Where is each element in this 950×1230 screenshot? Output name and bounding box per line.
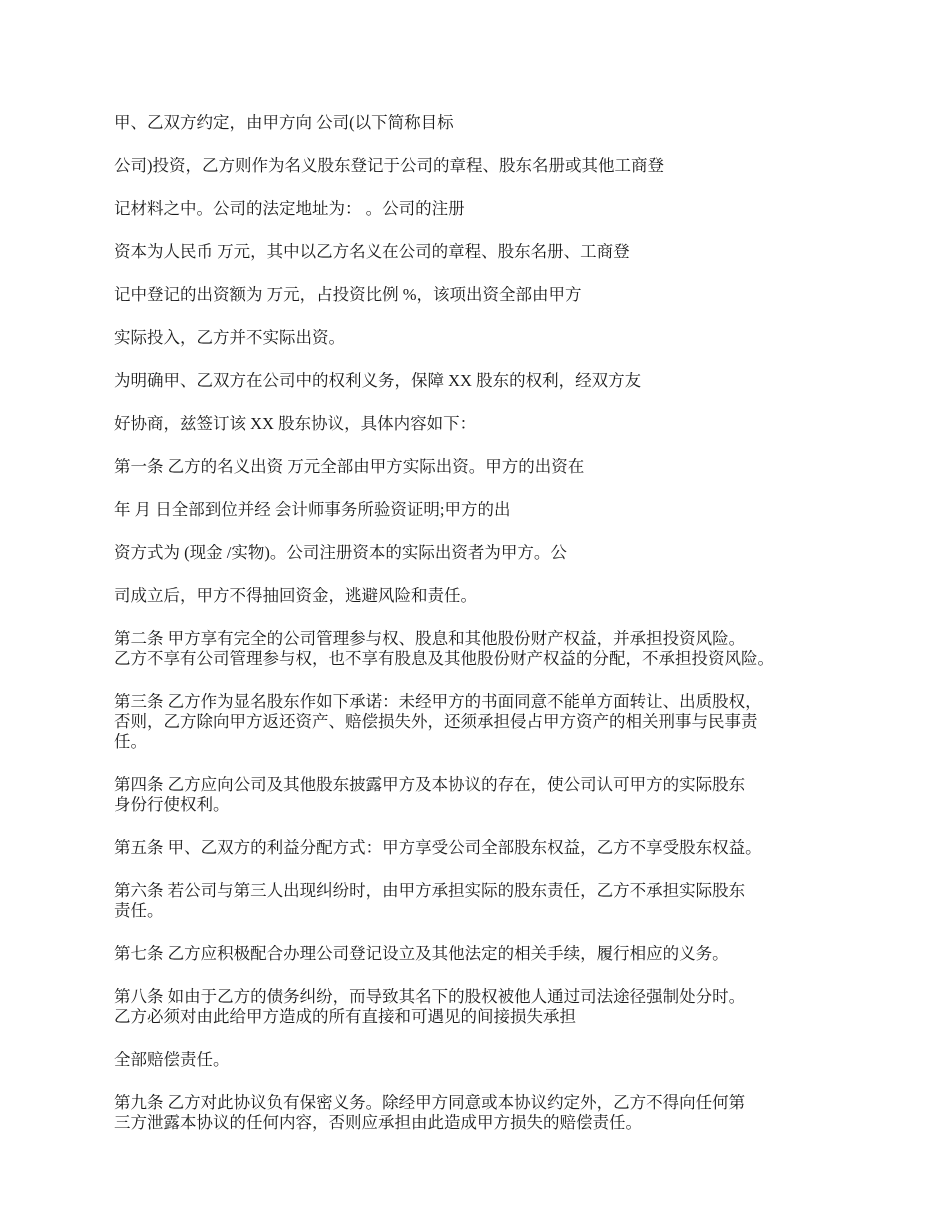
paragraph: 公司)投资，乙方则作为名义股东登记于公司的章程、股东名册或其他工商登 [114, 156, 664, 175]
article-6-line: 第六条 若公司与第三人出现纠纷时，由甲方承担实际的股东责任，乙方不承担实际股东 [114, 881, 746, 900]
paragraph: 记中登记的出资额为 万元，占投资比例 %，该项出资全部由甲方 [114, 285, 582, 304]
paragraph: 为明确甲、乙双方在公司中的权利义务，保障 XX 股东的权利，经双方友 [114, 371, 642, 390]
article-2 [114, 629, 874, 669]
paragraph: 第一条 乙方的名义出资 万元全部由甲方实际出资。甲方的出资在 [114, 457, 585, 476]
document-body [114, 113, 874, 1156]
article-3 [114, 692, 874, 752]
article-2-line: 第二条 甲方享有完全的公司管理参与权、股息和其他股份财产权益，并承担投资风险。 [114, 629, 746, 648]
paragraph: 记材料之中。公司的法定地址为： 。公司的注册 [114, 199, 465, 218]
article-6-line: 责任。 [114, 901, 164, 920]
paragraph: 资本为人民币 万元，其中以乙方名义在公司的章程、股东名册、工商登 [114, 242, 630, 261]
article-9 [114, 1093, 874, 1133]
article-4 [114, 775, 874, 815]
paragraph: 司成立后，甲方不得抽回资金，逃避风险和责任。 [114, 586, 477, 605]
paragraph: 好协商，兹签订该 XX 股东协议，具体内容如下： [114, 414, 477, 433]
article-8-line: 乙方必须对由此给甲方造成的所有直接和可遇见的间接损失承担 [114, 1007, 576, 1026]
article-6 [114, 881, 874, 921]
article-3-line: 第三条 乙方作为显名股东作如下承诺：未经甲方的书面同意不能单方面转让、出质股权， [114, 692, 762, 711]
paragraph: 资方式为 (现金 /实物)。公司注册资本的实际出资者为甲方。公 [114, 543, 567, 562]
article-4-line: 第四条 乙方应向公司及其他股东披露甲方及本协议的存在，使公司认可甲方的实际股东 [114, 775, 746, 794]
paragraph: 实际投入，乙方并不实际出资。 [114, 328, 345, 347]
article-3-line: 否则，乙方除向甲方返还资产、赔偿损失外，还须承担侵占甲方资产的相关刑事与民事责 [114, 712, 758, 731]
article-5: 第五条 甲、乙双方的利益分配方式：甲方享受公司全部股东权益，乙方不享受股东权益。 [114, 838, 762, 857]
article-4-line: 身份行使权利。 [114, 795, 230, 814]
article-8 [114, 987, 874, 1027]
article-7: 第七条 乙方应积极配合办理公司登记设立及其他法定的相关手续，履行相应的义务。 [114, 944, 729, 963]
paragraph: 甲、乙双方约定，由甲方向 公司(以下简称目标 [114, 113, 454, 132]
article-3-line: 任。 [114, 732, 147, 751]
article-8-continuation: 全部赔偿责任。 [114, 1050, 230, 1069]
article-9-line: 第九条 乙方对此协议负有保密义务。除经甲方同意或本协议约定外，乙方不得向任何第 [114, 1093, 746, 1112]
article-8-line: 第八条 如由于乙方的债务纠纷，而导致其名下的股权被他人通过司法途径强制处分时。 [114, 987, 746, 1006]
paragraph: 年 月 日全部到位并经 会计师事务所验资证明;甲方的出 [114, 500, 511, 519]
article-9-line: 三方泄露本协议的任何内容，否则应承担由此造成甲方损失的赔偿责任。 [114, 1113, 642, 1132]
article-2-line: 乙方不享有公司管理参与权，也不享有股息及其他股份财产权益的分配，不承担投资风险。 [114, 649, 774, 668]
